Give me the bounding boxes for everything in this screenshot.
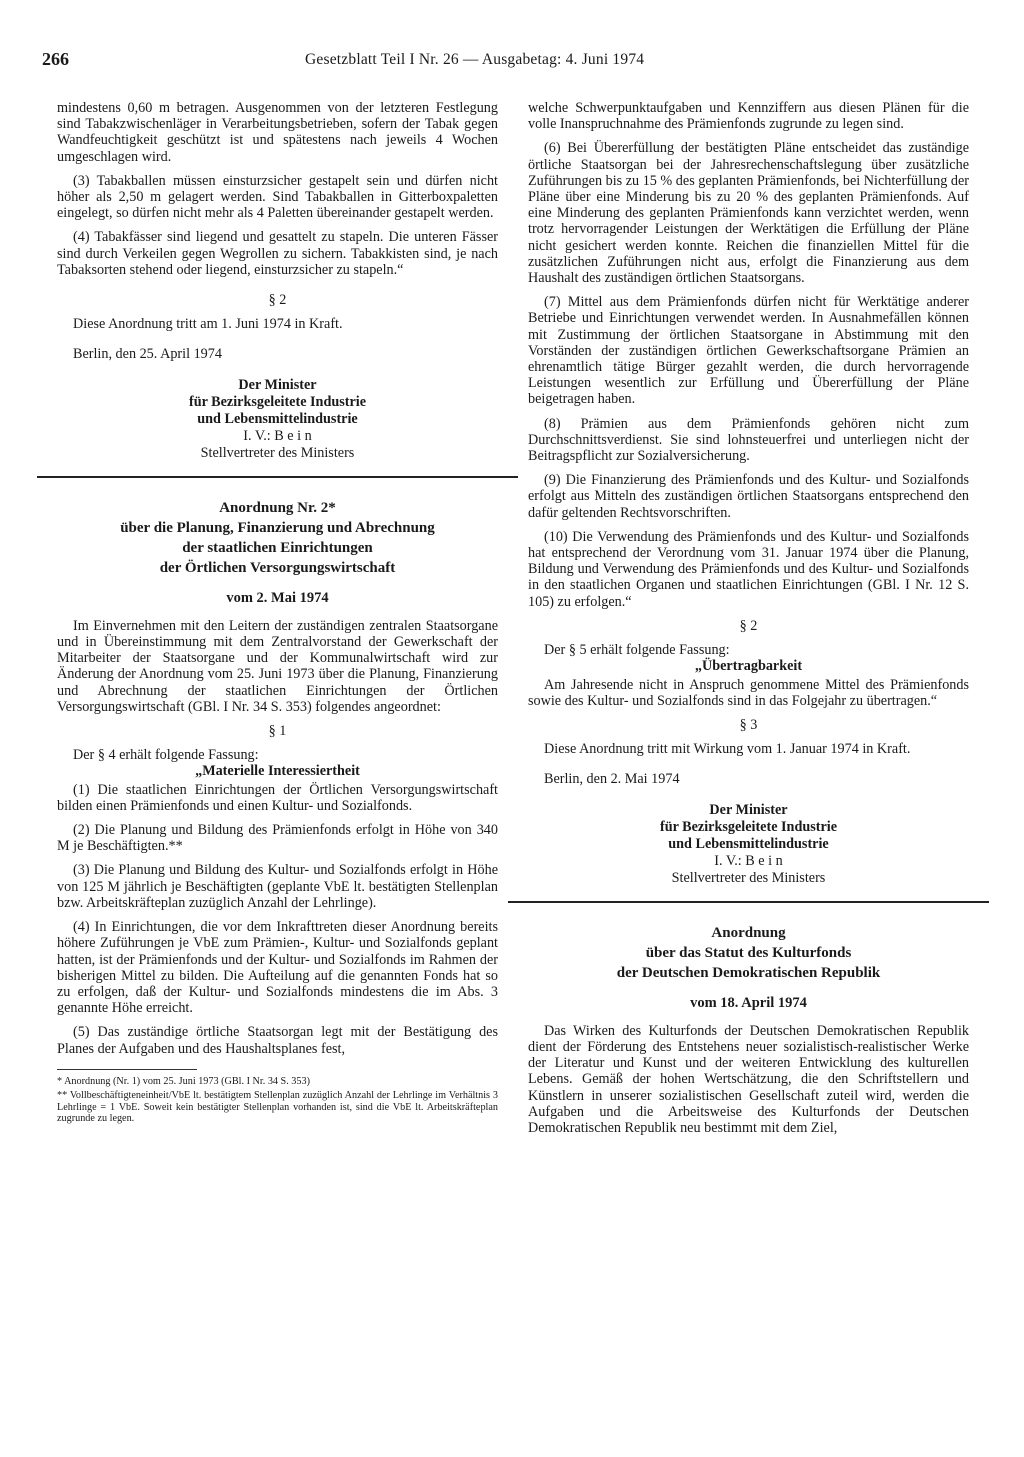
subheading: „Materielle Interessiertheit [195, 763, 360, 780]
paragraph: Das Wirken des Kulturfonds der Deutschen Demokratischen Republik dient der Förderung des Entstehens neuer sozialistisch-realistischer Werke der Literatur und Kunst und der weiteren Entwicklung des kulturellen Lebens. Gemäß der hohen Wertschätzung, die den Schriftstellern und Künstlern in unserer sozialistischen Gesellschaft zuteil wird, werden die Aufgaben und die Arbeitsweise des Kulturfonds der Deutschen Demokratischen Republik neu bestimmt mit dem Ziel, [528, 1022, 969, 1136]
signature-title: Der Minister [709, 801, 788, 818]
document-date: vom 18. April 1974 [690, 994, 807, 1011]
section-sign: § 2 [268, 292, 287, 309]
section-sign: § 1 [268, 723, 287, 740]
paragraph: (9) Die Finanzierung des Prämienfonds und des Kultur- und Sozialfonds erfolgt aus Mitteln des zuständigen örtlichen Staatsorgans entsprechend den dafür geltenden Rechtsvorschriften. [528, 472, 969, 521]
paragraph: (1) Die staatlichen Einrichtungen der Örtlichen Versorgungswirtschaft bilden einen Prämienfonds und einen Kultur- und Sozialfonds. [57, 781, 498, 814]
subheading: „Übertragbarkeit [694, 658, 803, 675]
paragraph: Der § 5 erhält folgende Fassung: [544, 642, 730, 659]
signature-role: Stellvertreter des Ministers [200, 444, 355, 461]
signature-name: I. V.: B e i n [714, 852, 783, 869]
paragraph: mindestens 0,60 m betragen. Ausgenommen von der letzteren Festlegung sind Tabakzwischenläger in Verarbeitungsbetrieben, sofern der Tabak gegen Wandfeuchtigkeit geschützt ist und spätestens nach jeweils 4 Wochen umgeschlagen wird. [57, 100, 498, 165]
document-title: Anordnung über das Statut des Kulturfonds der Deutschen Demokratischen Republik [616, 924, 881, 981]
page-header [42, 49, 732, 75]
place-date: Berlin, den 2. Mai 1974 [544, 771, 680, 788]
paragraph: (7) Mittel aus dem Prämienfonds dürfen nicht für Werktätige anderer Betriebe und Einrichtungen verwendet werden. In Ausnahmefällen können mit Zustimmung der örtlichen Staatsorgane in Abstimmung mit den Vorständen der zuständigen örtlichen Gewerkschaftsorgane Prämien an ehrenamtlich tätige Bürger gezahlt werden, die durch hervorragende Leistungen wesentlich zur Erfüllung und Übererfüllung der Pläne beigetragen haben. [528, 294, 969, 408]
footnote: ** Vollbeschäftigteneinheit/VbE lt. bestätigtem Stellenplan zuzüglich Anzahl der Lehrlinge im Verhältnis 3 Lehrlinge = 1 VbE. Soweit kein bestätigter Stellenplan vorhanden ist, sind die VbE lt. Arbeitskräfteplan zugrunde zu legen. [57, 1090, 498, 1124]
document-date: vom 2. Mai 1974 [226, 589, 329, 606]
signature-role: Stellvertreter des Ministers [671, 869, 826, 886]
paragraph: welche Schwerpunktaufgaben und Kennziffern aus diesen Plänen für die volle Inanspruchnahme des Prämienfonds zugrunde zu legen sind. [528, 100, 969, 133]
paragraph: (10) Die Verwendung des Prämienfonds und des Kultur- und Sozialfonds hat entsprechend der Verordnung vom 31. Januar 1974 über die Planung, Bildung und Verwendung des Prämienfonds und des Kultur- und Sozialfonds in den staatlichen Organen und staatlichen Einrichtungen (GBl. I Nr. 12 S. 105) zu erfolgen.“ [528, 528, 969, 610]
paragraph: Im Einvernehmen mit den Leitern der zuständigen zentralen Staatsorgane und in Übereinstimmung mit dem Zentralvorstand der Gewerkschaft der Mitarbeiter der Staatsorgane und der Kommunalwirtschaft wird zur Änderung der Anordnung vom 25. Juni 1973 über die Planung, Finanzierung und Abrechnung der staatlichen Einrichtungen der Örtlichen Versorgungswirtschaft (GBl. I Nr. 34 S. 353) folgendes angeordnet: [57, 617, 498, 715]
footnote-divider [57, 1069, 197, 1070]
paragraph: (8) Prämien aus dem Prämienfonds gehören nicht zum Durchschnittsverdienst. Sie sind lohnsteuerfrei und unterliegen nicht der Beitragspflicht zur Sozialversicherung. [528, 415, 969, 465]
signature-title: für Bezirksgeleitete Industrie [659, 818, 838, 835]
section-sign: § 3 [739, 716, 758, 733]
paragraph: (2) Die Planung und Bildung des Prämienfonds erfolgt in Höhe von 340 M je Beschäftigten.** [57, 822, 498, 855]
paragraph: (3) Die Planung und Bildung des Kultur- und Sozialfonds erfolgt in Höhe von 125 M jährlich je Beschäftigten (geplante VbE lt. bestätigten Stellenplan bzw. Arbeitskräfteplan zuzüglich Anzahl der Lehrlinge). [57, 862, 498, 911]
right-column [528, 100, 969, 1144]
paragraph: Der § 4 erhält folgende Fassung: [73, 747, 259, 764]
paragraph: (4) In Einrichtungen, die vor dem Inkrafttreten dieser Anordnung bereits höhere Zuführungen je VbE zum Prämien-, Kultur- und Sozialfonds geplant hatten, ist der Prämienfonds und der Kultur- und Sozialfonds im Rahmen der bisherigen Mittel zu bilden. Die Aufteilung auf die genannten Fonds hat so zu erfolgen, daß der Kultur- und Sozialfonds mindestens die im Abs. 3 genannte Höhe erreicht. [57, 919, 498, 1017]
document-title: Anordnung Nr. 2* über die Planung, Finanzierung und Abrechnung der staatlichen Einrichtungen der Örtlichen Versorgungswirtschaft [120, 499, 435, 576]
signature-title: und Lebensmittelindustrie [197, 410, 358, 427]
paragraph: Diese Anordnung tritt mit Wirkung vom 1. Januar 1974 in Kraft. [544, 741, 911, 758]
paragraph: (4) Tabakfässer sind liegend und gesattelt zu stapeln. Die unteren Fässer sind durch Verkeilen gegen Wegrollen zu sichern. Tabakkisten sind, je nach Tabaksorten stehend oder liegend, einsturzsicher zu stapeln.“ [57, 229, 498, 278]
signature-title: für Bezirksgeleitete Industrie [188, 393, 367, 410]
paragraph: Am Jahresende nicht in Anspruch genommene Mittel des Prämienfonds sowie des Kultur- und Sozialfonds sind in das Folgejahr zu übertragen.“ [528, 676, 969, 709]
section-divider [508, 901, 989, 903]
signature-name: I. V.: B e i n [243, 427, 312, 444]
page-number: 266 [42, 49, 69, 69]
paragraph: (5) Das zuständige örtliche Staatsorgan legt mit der Bestätigung des Planes der Aufgaben und des Haushaltsplanes fest, [57, 1024, 498, 1057]
section-divider [37, 476, 518, 478]
paragraph: (6) Bei Übererfüllung der bestätigten Pläne entscheidet das zuständige örtliche Staatsorgan bei der Jahresrechenschaftslegung über zusätzliche Zuführungen bis zu 15 % des geplanten Prämienfonds, bei Nichterfüllung der Pläne über eine Minderung bis zu 20 % des geplanten Prämienfonds. Auf eine Minderung des geplanten Prämienfonds kann verzichtet werden, wenn trotz hervorragender Leistungen der Werktätigen die Erfüllung der Pläne nicht gesichert werden konnte. Reichen die finanziellen Mittel für die zusätzlichen Zuführungen nicht aus, erfolgt die Finanzierung aus dem Haushalt des zuständigen örtlichen Staatsorgans. [528, 140, 969, 287]
section-sign: § 2 [739, 617, 758, 634]
signature-title: und Lebensmittelindustrie [668, 835, 829, 852]
running-title: Gesetzblatt Teil I Nr. 26 — Ausgabetag: 4. Juni 1974 [305, 51, 645, 68]
place-date: Berlin, den 25. April 1974 [73, 346, 222, 363]
paragraph: Diese Anordnung tritt am 1. Juni 1974 in Kraft. [73, 316, 343, 333]
signature-title: Der Minister [238, 376, 317, 393]
paragraph: (3) Tabakballen müssen einsturzsicher gestapelt sein und dürfen nicht höher als 2,50 m gelagert werden. Sind Tabakballen in Gitterboxpaletten eingelegt, so dürfen nicht mehr als 4 Paletten übereinander gestapelt werden. [57, 172, 498, 222]
left-column [57, 100, 498, 1127]
footnote: * Anordnung (Nr. 1) vom 25. Juni 1973 (GBl. I Nr. 34 S. 353) [57, 1075, 310, 1087]
